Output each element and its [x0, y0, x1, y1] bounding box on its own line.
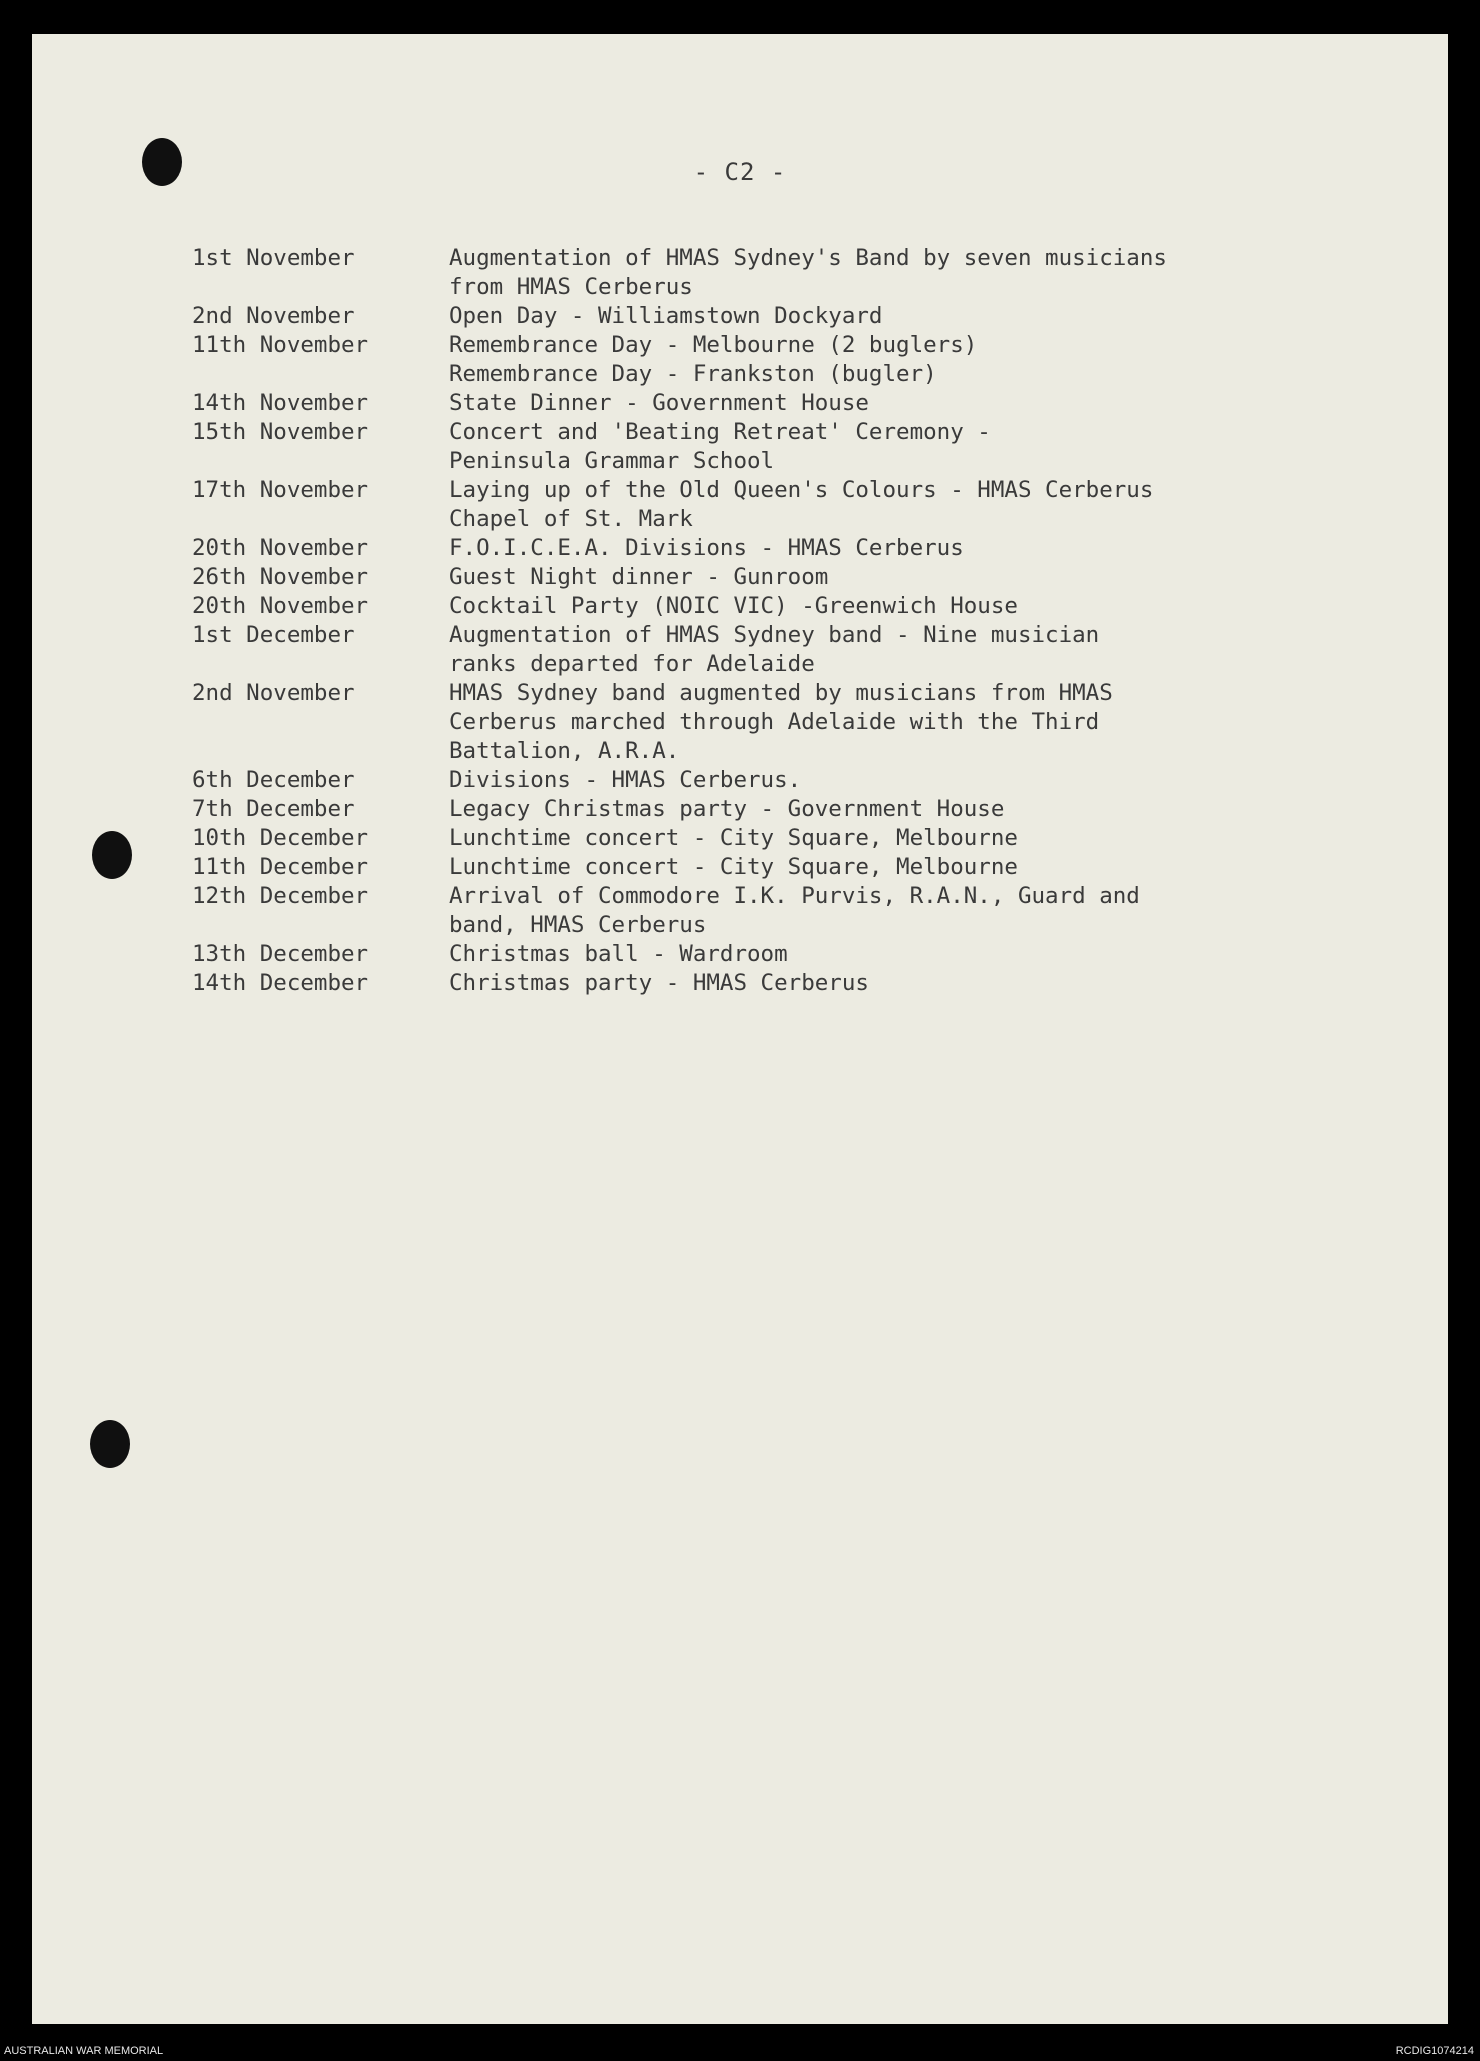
event-description-line: Battalion, A.R.A. — [449, 738, 680, 764]
event-date: 12th December — [192, 883, 369, 909]
event-date: 13th December — [192, 941, 369, 967]
event-description-line: Christmas ball - Wardroom — [449, 941, 788, 967]
event-description — [449, 563, 1392, 592]
event-date: 11th December — [192, 854, 369, 880]
event-description-line: Chapel of St. Mark — [449, 506, 693, 532]
event-list — [192, 244, 1392, 998]
event-description-line: Remembrance Day - Melbourne (2 buglers) — [449, 332, 978, 358]
event-description — [449, 969, 1392, 998]
event-description — [449, 331, 1392, 389]
event-description-line: band, HMAS Cerberus — [449, 912, 707, 938]
event-entry — [192, 621, 1392, 679]
event-date: 1st December — [192, 622, 355, 648]
event-entry — [192, 679, 1392, 766]
event-description-line: Augmentation of HMAS Sydney's Band by seven musicians — [449, 245, 1167, 271]
event-description — [449, 592, 1392, 621]
event-date: 2nd November — [192, 680, 355, 706]
event-description-line: F.O.I.C.E.A. Divisions - HMAS Cerberus — [449, 535, 964, 561]
event-entry — [192, 853, 1392, 882]
document-page — [32, 34, 1448, 2024]
event-description-line: Christmas party - HMAS Cerberus — [449, 970, 869, 996]
event-entry — [192, 940, 1392, 969]
event-description — [449, 795, 1392, 824]
page-number: - C2 - — [693, 158, 787, 186]
event-description-line: from HMAS Cerberus — [449, 274, 693, 300]
footer-record-id: RCDIG1074214 — [1395, 2045, 1474, 2057]
event-entry — [192, 418, 1392, 476]
event-entry — [192, 331, 1392, 389]
event-description-line: Lunchtime concert - City Square, Melbourne — [449, 854, 1018, 880]
event-date: 7th December — [192, 796, 355, 822]
event-description — [449, 244, 1392, 302]
footer-source: AUSTRALIAN WAR MEMORIAL — [4, 2045, 164, 2057]
event-entry — [192, 592, 1392, 621]
event-description-line: Lunchtime concert - City Square, Melbourne — [449, 825, 1018, 851]
event-entry — [192, 389, 1392, 418]
event-description-line: Cocktail Party (NOIC VIC) -Greenwich House — [449, 593, 1018, 619]
event-date: 26th November — [192, 564, 369, 590]
event-description — [449, 302, 1392, 331]
event-description-line: ranks departed for Adelaide — [449, 651, 815, 677]
event-entry — [192, 795, 1392, 824]
event-description — [449, 418, 1392, 476]
event-description-line: Open Day - Williamstown Dockyard — [449, 303, 883, 329]
event-description — [449, 853, 1392, 882]
event-date: 14th November — [192, 390, 369, 416]
event-description-line: HMAS Sydney band augmented by musicians from HMAS — [449, 680, 1113, 706]
event-date: 15th November — [192, 419, 369, 445]
event-entry — [192, 534, 1392, 563]
event-date: 20th November — [192, 535, 369, 561]
event-description-line: Concert and 'Beating Retreat' Ceremony - — [449, 419, 991, 445]
event-entry — [192, 244, 1392, 302]
event-entry — [192, 882, 1392, 940]
punch-hole — [92, 831, 132, 879]
event-description — [449, 824, 1392, 853]
event-description-line: Laying up of the Old Queen's Colours - HMAS Cerberus — [449, 477, 1154, 503]
event-description — [449, 679, 1392, 766]
event-description — [449, 621, 1392, 679]
event-description-line: Legacy Christmas party - Government House — [449, 796, 1005, 822]
event-description-line: Cerberus marched through Adelaide with the Third — [449, 709, 1100, 735]
event-description-line: Divisions - HMAS Cerberus. — [449, 767, 802, 793]
event-description-line: Peninsula Grammar School — [449, 448, 775, 474]
event-entry — [192, 476, 1392, 534]
event-date: 1st November — [192, 245, 355, 271]
event-description — [449, 389, 1392, 418]
event-description-line: Guest Night dinner - Gunroom — [449, 564, 829, 590]
event-entry — [192, 969, 1392, 998]
event-date: 17th November — [192, 477, 369, 503]
event-description — [449, 882, 1392, 940]
archive-footer — [0, 2040, 1480, 2061]
event-entry — [192, 302, 1392, 331]
punch-hole — [90, 1420, 130, 1468]
event-date: 20th November — [192, 593, 369, 619]
event-description — [449, 766, 1392, 795]
event-date: 14th December — [192, 970, 369, 996]
event-description — [449, 476, 1392, 534]
event-description-line: Remembrance Day - Frankston (bugler) — [449, 361, 937, 387]
event-description-line: Arrival of Commodore I.K. Purvis, R.A.N., Guard and — [449, 883, 1140, 909]
event-date: 2nd November — [192, 303, 355, 329]
event-entry — [192, 824, 1392, 853]
event-entry — [192, 766, 1392, 795]
event-date: 6th December — [192, 767, 355, 793]
event-description — [449, 534, 1392, 563]
event-description — [449, 940, 1392, 969]
event-entry — [192, 563, 1392, 592]
event-date: 11th November — [192, 332, 369, 358]
event-description-line: State Dinner - Government House — [449, 390, 869, 416]
event-date: 10th December — [192, 825, 369, 851]
event-description-line: Augmentation of HMAS Sydney band - Nine musician — [449, 622, 1100, 648]
